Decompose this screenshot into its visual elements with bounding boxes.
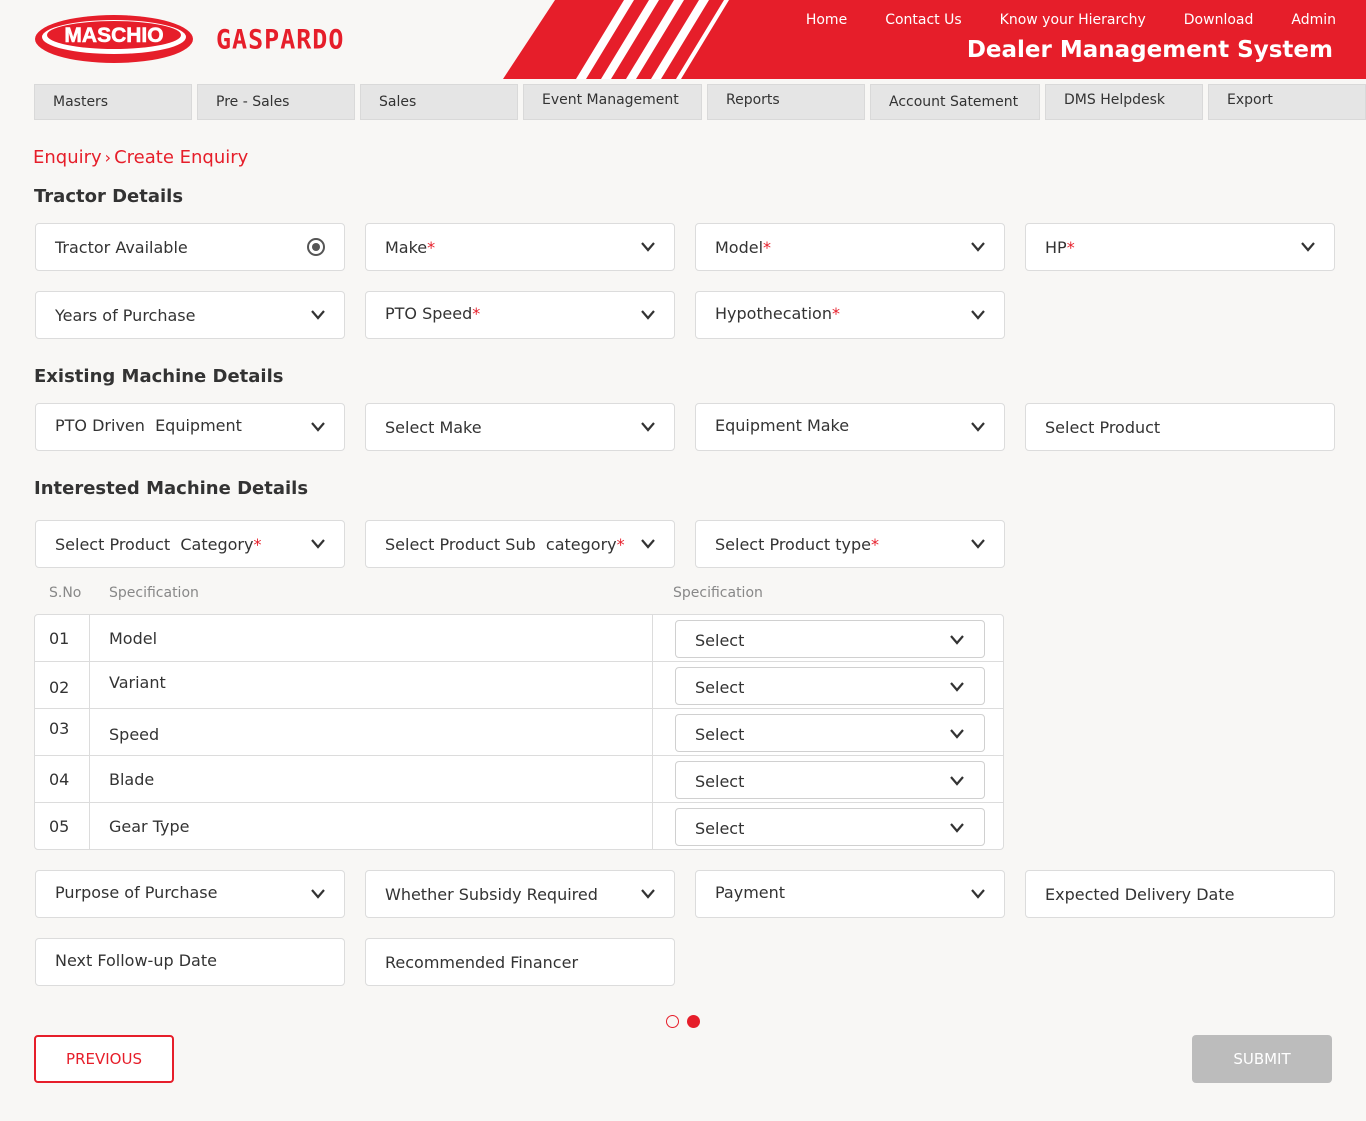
spec-blade-select[interactable] — [675, 761, 985, 799]
spec-variant-select[interactable] — [675, 667, 985, 705]
radio-button[interactable] — [307, 238, 325, 256]
make-dropdown[interactable] — [365, 223, 675, 271]
years-of-purchase-dropdown[interactable] — [35, 291, 345, 339]
recommended-financer-field[interactable] — [365, 938, 675, 986]
chevron-down-icon — [1300, 241, 1316, 253]
chevron-down-icon — [640, 538, 656, 550]
menu-item-event-management[interactable] — [523, 84, 702, 120]
spec-model-select[interactable] — [675, 620, 985, 658]
chevron-right-icon: › — [104, 148, 112, 167]
top-navigation — [768, 12, 1336, 28]
system-title: Dealer Management System — [966, 37, 1333, 63]
expected-delivery-date-field[interactable] — [1025, 870, 1335, 918]
field-label: Make* — [385, 238, 436, 257]
chevron-down-icon — [640, 241, 656, 253]
field-label: Select Product Sub category* — [385, 535, 625, 554]
field-label: HP* — [1045, 238, 1075, 257]
chevron-down-icon — [970, 309, 986, 321]
chevron-down-icon — [310, 538, 326, 550]
menu-item-dms-helpdesk[interactable] — [1045, 84, 1203, 120]
field-label: Recommended Financer — [385, 953, 579, 972]
field-label: Hypothecation* — [715, 304, 840, 323]
spec-header: Specification — [109, 585, 199, 601]
menu-item-masters[interactable] — [34, 84, 192, 120]
page-dot-2-active[interactable] — [687, 1015, 700, 1028]
spec-speed-select[interactable] — [675, 714, 985, 752]
chevron-down-icon — [949, 822, 965, 834]
breadcrumb-enquiry-link[interactable]: Enquiry — [33, 147, 102, 168]
field-label: Select Product type* — [715, 535, 880, 554]
select-value: Select — [695, 772, 745, 791]
payment-dropdown[interactable] — [695, 870, 1005, 918]
chevron-down-icon — [949, 681, 965, 693]
menu-label: Reports — [726, 92, 780, 108]
chevron-down-icon — [970, 538, 986, 550]
chevron-down-icon — [970, 888, 986, 900]
nav-admin-link[interactable]: Admin — [1291, 12, 1336, 28]
gaspardo-logo: GASPARDO — [216, 23, 345, 56]
select-value: Select — [695, 725, 745, 744]
chevron-down-icon — [970, 241, 986, 253]
select-value: Select — [695, 631, 745, 650]
breadcrumb-current: Create Enquiry — [114, 147, 249, 168]
existing-machine-title: Existing Machine Details — [34, 366, 284, 387]
pto-equipment-dropdown[interactable] — [35, 403, 345, 451]
menu-label: Sales — [379, 94, 417, 110]
menu-label: Pre - Sales — [216, 94, 290, 110]
spec-name: Model — [109, 629, 158, 648]
interested-machine-title: Interested Machine Details — [34, 478, 309, 499]
svg-text:MASCHIO: MASCHIO — [64, 24, 164, 47]
row-number: 02 — [49, 678, 70, 697]
chevron-down-icon — [640, 421, 656, 433]
chevron-down-icon — [949, 775, 965, 787]
field-label: Equipment Make — [715, 416, 850, 435]
spec-name: Variant — [109, 673, 166, 692]
select-value: Select — [695, 819, 745, 838]
field-label: PTO Driven Equipment — [55, 416, 242, 435]
spec-value-header: Specification — [673, 585, 763, 601]
hp-dropdown[interactable] — [1025, 223, 1335, 271]
product-sub-category-dropdown[interactable] — [365, 520, 675, 568]
menu-item-reports[interactable] — [707, 84, 865, 120]
hypothecation-dropdown[interactable] — [695, 291, 1005, 339]
product-category-dropdown[interactable] — [35, 520, 345, 568]
next-follow-up-date-field[interactable] — [35, 938, 345, 986]
spec-name: Speed — [109, 725, 160, 744]
nav-home-link[interactable]: Home — [805, 12, 848, 28]
row-number: 01 — [49, 629, 70, 648]
menu-label: Event Management — [542, 92, 679, 108]
row-number: 03 — [49, 719, 70, 738]
pto-speed-dropdown[interactable] — [365, 291, 675, 339]
model-dropdown[interactable] — [695, 223, 1005, 271]
equipment-make-dropdown[interactable] — [695, 403, 1005, 451]
field-label: Next Follow-up Date — [55, 951, 217, 970]
field-label: Purpose of Purchase — [55, 883, 218, 902]
menu-item-account-statement[interactable] — [870, 84, 1040, 120]
chevron-down-icon — [640, 888, 656, 900]
table-row — [35, 615, 1003, 662]
field-label: Whether Subsidy Required — [385, 885, 598, 904]
subsidy-required-dropdown[interactable] — [365, 870, 675, 918]
menu-item-export[interactable] — [1208, 84, 1366, 120]
spec-gear-type-select[interactable] — [675, 808, 985, 846]
chevron-down-icon — [949, 634, 965, 646]
field-label: Tractor Available — [55, 238, 188, 257]
select-make-dropdown[interactable] — [365, 403, 675, 451]
field-label: Payment — [715, 883, 786, 902]
field-label: Model* — [715, 238, 772, 257]
submit-button[interactable]: SUBMIT — [1192, 1035, 1332, 1083]
menu-label: Export — [1227, 92, 1273, 108]
menu-label: Account Satement — [889, 94, 1019, 110]
table-row — [35, 803, 1003, 850]
field-label: Expected Delivery Date — [1045, 885, 1235, 904]
row-number: 04 — [49, 770, 70, 789]
menu-item-sales[interactable] — [360, 84, 518, 120]
purpose-of-purchase-dropdown[interactable] — [35, 870, 345, 918]
tractor-available-field[interactable] — [35, 223, 345, 271]
spec-name: Blade — [109, 770, 155, 789]
menu-label: DMS Helpdesk — [1064, 92, 1166, 108]
table-row — [35, 756, 1003, 803]
field-label: PTO Speed* — [385, 304, 481, 323]
field-label: Years of Purchase — [55, 306, 196, 325]
breadcrumb — [33, 147, 248, 168]
table-row — [35, 662, 1003, 709]
app-header — [0, 0, 1366, 80]
field-label: Select Product — [1045, 418, 1161, 437]
row-number: 05 — [49, 817, 70, 836]
tractor-details-title: Tractor Details — [34, 186, 184, 207]
chevron-down-icon — [310, 309, 326, 321]
select-value: Select — [695, 678, 745, 697]
nav-contact-link[interactable]: Contact Us — [885, 12, 962, 28]
menu-label: Masters — [53, 94, 109, 110]
spec-table — [34, 614, 1004, 850]
product-type-dropdown[interactable] — [695, 520, 1005, 568]
maschio-logo[interactable] — [34, 13, 194, 65]
nav-hierarchy-link[interactable]: Know your Hierarchy — [999, 12, 1146, 28]
page-dot-1[interactable] — [666, 1015, 679, 1028]
chevron-down-icon — [949, 728, 965, 740]
field-label: Select Product Category* — [55, 535, 262, 554]
chevron-down-icon — [310, 421, 326, 433]
previous-button[interactable]: PREVIOUS — [34, 1035, 174, 1083]
spec-name: Gear Type — [109, 817, 190, 836]
chevron-down-icon — [970, 421, 986, 433]
field-label: Select Make — [385, 418, 482, 437]
select-product-field[interactable] — [1025, 403, 1335, 451]
menu-item-pre-sales[interactable] — [197, 84, 355, 120]
nav-download-link[interactable]: Download — [1183, 12, 1254, 28]
chevron-down-icon — [640, 309, 656, 321]
table-row — [35, 709, 1003, 756]
chevron-down-icon — [310, 888, 326, 900]
sno-header: S.No — [49, 585, 82, 601]
